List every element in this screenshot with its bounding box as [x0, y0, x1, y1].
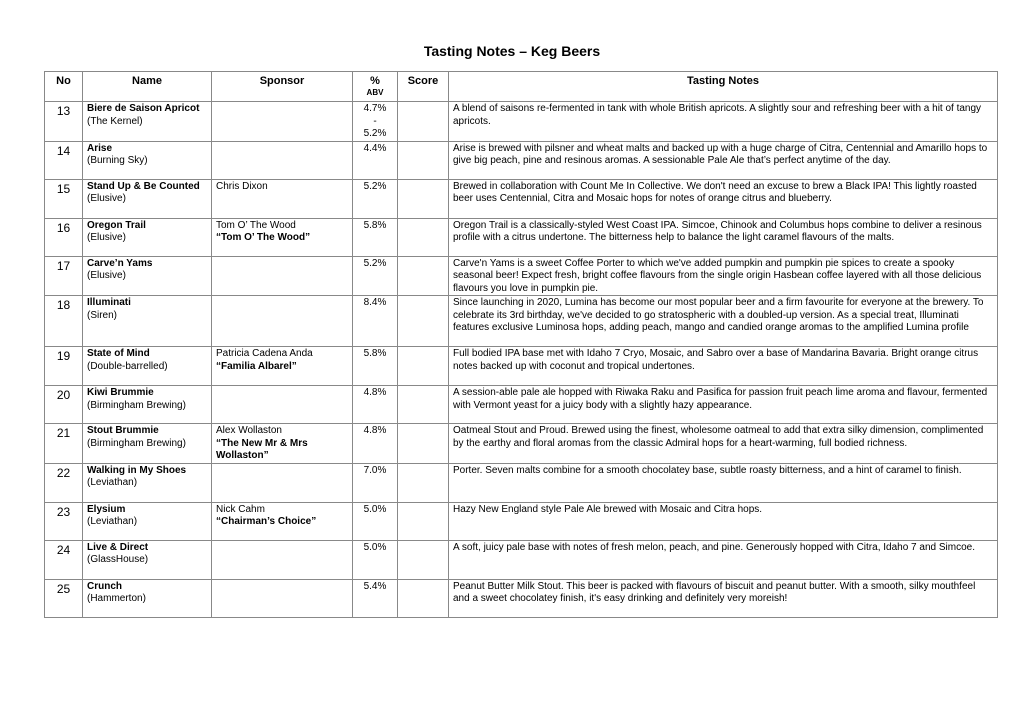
beer-name-cell [83, 424, 212, 464]
beer-number: 17 [45, 256, 83, 296]
beer-name: State of Mind [87, 348, 150, 359]
beer-name: Carve’n Yams [87, 257, 153, 269]
score-cell[interactable] [398, 386, 449, 424]
score-cell[interactable] [398, 540, 449, 579]
score-cell[interactable] [398, 141, 449, 179]
sponsor-cell [212, 579, 353, 617]
beer-name: Elysium [87, 503, 126, 515]
tasting-notes: Oregon Trail is a classically-styled West Coast IPA. Simcoe, Chinook and Columbus hops combine to deliver a resinous profile with a citrus undertone. The bitterness help to balance the light caramel flavours of the malts. [449, 218, 998, 256]
sponsor-quote: “Tom O’ The Wood” [216, 232, 311, 243]
sponsor-cell [212, 347, 353, 386]
beer-name-cell [83, 218, 212, 256]
table-row [45, 296, 998, 347]
score-cell[interactable] [398, 102, 449, 142]
abv-cell [353, 141, 398, 179]
sponsor-name: Chris Dixon [216, 180, 268, 192]
beer-number: 21 [45, 424, 83, 464]
beer-name-cell [83, 579, 212, 617]
beer-number: 23 [45, 502, 83, 540]
sponsor-cell [212, 141, 353, 179]
table-row [45, 347, 998, 386]
table-row [45, 540, 998, 579]
score-cell[interactable] [398, 424, 449, 464]
abv-value: 5.0% [363, 541, 387, 553]
score-cell[interactable] [398, 256, 449, 296]
abv-value: 4.8% [363, 387, 387, 398]
brewery: (Elusive) [87, 232, 126, 243]
beer-number: 22 [45, 463, 83, 502]
header-score: Score [398, 72, 449, 102]
score-cell[interactable] [398, 579, 449, 617]
table-row [45, 463, 998, 502]
beer-number: 19 [45, 347, 83, 386]
tasting-notes: Since launching in 2020, Lumina has become our most popular beer and a firm favourite for everyone at the brewery. To celebrate its 3rd birthday, we've decided to go stratospheric with a doubled-up version. As a special treat, Illuminati features exclusive Luminosa hops, adding peach, mango and candied orange aromas to the amplified Lumina profile [449, 296, 998, 347]
beer-name-cell [83, 502, 212, 540]
beer-name-cell [83, 102, 212, 142]
sponsor-cell [212, 424, 353, 464]
abv-value: - [373, 115, 377, 127]
tasting-notes: A soft, juicy pale base with notes of fresh melon, peach, and pine. Generously hopped with Citra, Idaho 7 and Simcoe. [449, 540, 998, 579]
table-row [45, 218, 998, 256]
abv-cell [353, 579, 398, 617]
beer-name: Walking in My Shoes [87, 464, 187, 476]
table-row [45, 579, 998, 617]
tasting-notes: Hazy New England style Pale Ale brewed with Mosaic and Citra hops. [449, 502, 998, 540]
beer-number: 16 [45, 218, 83, 256]
sponsor-cell [212, 463, 353, 502]
score-cell[interactable] [398, 502, 449, 540]
abv-value: 5.2% [363, 180, 387, 192]
abv-value: 5.2% [363, 257, 387, 269]
beer-number: 13 [45, 102, 83, 142]
abv-value: 4.8% [363, 425, 387, 436]
beer-number: 24 [45, 540, 83, 579]
table-header-row [45, 72, 998, 102]
header-abv-label: ABV [366, 87, 384, 97]
header-no: No [45, 72, 83, 102]
beer-name: Stout Brummie [87, 425, 159, 436]
beer-number: 15 [45, 179, 83, 218]
abv-value: 5.8% [363, 348, 387, 359]
tasting-notes: Arise is brewed with pilsner and wheat malts and backed up with a huge charge of Citra, Centennial and Amarillo hops to give big peach, pine and resinous aromas. A sessionable Pale Ale that’s perfect anytime of the day. [449, 141, 998, 179]
beer-name: Live & Direct [87, 541, 149, 553]
tasting-notes: Peanut Butter Milk Stout. This beer is packed with flavours of biscuit and peanut butter. With a smooth, silky mouthfeel and a sweet chocolatey finish, it's easy drinking and definitely very moreish! [449, 579, 998, 617]
header-sponsor: Sponsor [212, 72, 353, 102]
beer-name: Oregon Trail [87, 219, 146, 231]
sponsor-quote: “Familia Albarel” [216, 360, 297, 372]
abv-cell [353, 347, 398, 386]
tasting-notes: Full bodied IPA base met with Idaho 7 Cryo, Mosaic, and Sabro over a base of Mandarina Bavaria. Bright orange citrus notes backed up with coconut and tropical undertones. [449, 347, 998, 386]
abv-cell [353, 424, 398, 464]
header-abv [353, 72, 398, 102]
header-abv-symbol: % [370, 75, 380, 87]
tasting-notes: Carve'n Yams is a sweet Coffee Porter to which we've added pumpkin and pumpkin pie spices to create a spooky seasonal beer! Expect fresh, bright coffee flavours from the single origin Hasbean coffee layered with all those delicious flavours you love in pumpkin pie. [449, 256, 998, 296]
abv-cell [353, 256, 398, 296]
abv-cell [353, 463, 398, 502]
beer-name: Crunch [87, 580, 122, 592]
brewery: (The Kernel) [87, 115, 143, 127]
brewery: (Siren) [87, 309, 118, 321]
beer-name: Kiwi Brummie [87, 387, 154, 398]
abv-cell [353, 386, 398, 424]
header-name: Name [83, 72, 212, 102]
abv-value: 8.4% [363, 297, 387, 308]
brewery: (GlassHouse) [87, 554, 149, 565]
tasting-notes-table [44, 71, 998, 618]
brewery: (Birmingham Brewing) [87, 399, 186, 411]
sponsor-name: Alex Wollaston [216, 425, 282, 436]
beer-name-cell [83, 347, 212, 386]
beer-number: 18 [45, 296, 83, 347]
score-cell[interactable] [398, 463, 449, 502]
sponsor-quote: “Chairman’s Choice” [216, 516, 317, 527]
beer-name-cell [83, 141, 212, 179]
abv-cell [353, 502, 398, 540]
beer-name: Arise [87, 142, 113, 154]
sponsor-quote: “The New Mr & Mrs Wollaston” [216, 437, 308, 461]
tasting-notes: Brewed in collaboration with Count Me In Collective. We don't need an excuse to brew a Black IPA! This lightly roasted beer uses Centennial, Citra and Mosaic hops for notes of orange citrus and blueberry. [449, 179, 998, 218]
page-title: Tasting Notes – Keg Beers [423, 43, 601, 59]
abv-value: 5.2% [363, 128, 387, 139]
abv-cell [353, 218, 398, 256]
tasting-notes: Porter. Seven malts combine for a smooth chocolatey base, subtle roasty bitterness, and a hint of caramel to finish. [449, 463, 998, 502]
header-tasting-notes: Tasting Notes [449, 72, 998, 102]
brewery: (Leviathan) [87, 477, 138, 488]
brewery: (Leviathan) [87, 516, 138, 527]
score-cell[interactable] [398, 179, 449, 218]
beer-name: Illuminati [87, 297, 131, 308]
brewery: (Double-barrelled) [87, 360, 168, 372]
tasting-notes: A blend of saisons re-fermented in tank with whole British apricots. A slightly sour and refreshing beer with a hit of tangy apricots. [449, 102, 998, 142]
sponsor-cell [212, 540, 353, 579]
table-row [45, 102, 998, 142]
beer-name: Stand Up & Be Counted [87, 180, 200, 192]
score-cell[interactable] [398, 296, 449, 347]
beer-name-cell [83, 463, 212, 502]
abv-cell [353, 296, 398, 347]
sponsor-cell [212, 179, 353, 218]
brewery: (Elusive) [87, 193, 126, 204]
sponsor-cell [212, 296, 353, 347]
abv-value: 4.4% [363, 142, 387, 154]
table-row [45, 386, 998, 424]
abv-value: 5.8% [363, 219, 387, 231]
sponsor-name: Nick Cahm [216, 503, 265, 515]
brewery: (Hammerton) [87, 593, 146, 604]
abv-cell [353, 179, 398, 218]
abv-value: 5.4% [363, 580, 387, 592]
tasting-notes: Oatmeal Stout and Proud. Brewed using the finest, wholesome oatmeal to add that extra silky dimension, complimented by the earthy and floral aromas from the classic Admiral hops for a heart-warming, full bodied richness. [449, 424, 998, 464]
beer-name-cell [83, 296, 212, 347]
brewery: (Birmingham Brewing) [87, 437, 186, 449]
brewery: (Burning Sky) [87, 155, 148, 166]
beer-name-cell [83, 540, 212, 579]
table-row [45, 179, 998, 218]
abv-value: 7.0% [363, 464, 387, 476]
sponsor-name: Tom O’ The Wood [216, 219, 296, 231]
tasting-notes: A session-able pale ale hopped with Riwaka Raku and Pasifica for passion fruit peach lime aroma and flavour, fermented with Vermont yeast for a juicy body with a slightly hazy appearance. [449, 386, 998, 424]
score-cell[interactable] [398, 218, 449, 256]
beer-name: Biere de Saison Apricot [87, 103, 200, 114]
sponsor-cell [212, 502, 353, 540]
sponsor-name: Patricia Cadena Anda [216, 348, 313, 359]
sponsor-cell [212, 102, 353, 142]
table-row [45, 502, 998, 540]
sponsor-cell [212, 386, 353, 424]
beer-number: 25 [45, 579, 83, 617]
abv-cell [353, 102, 398, 142]
table-row [45, 141, 998, 179]
abv-cell [353, 540, 398, 579]
beer-number: 20 [45, 386, 83, 424]
beer-name-cell [83, 256, 212, 296]
beer-number: 14 [45, 141, 83, 179]
brewery: (Elusive) [87, 270, 126, 281]
table-row [45, 256, 998, 296]
beer-name-cell [83, 179, 212, 218]
abv-value: 4.7% [363, 103, 387, 114]
beer-name-cell [83, 386, 212, 424]
sponsor-cell [212, 256, 353, 296]
abv-value: 5.0% [363, 503, 387, 515]
sponsor-cell [212, 218, 353, 256]
table-row [45, 424, 998, 464]
score-cell[interactable] [398, 347, 449, 386]
